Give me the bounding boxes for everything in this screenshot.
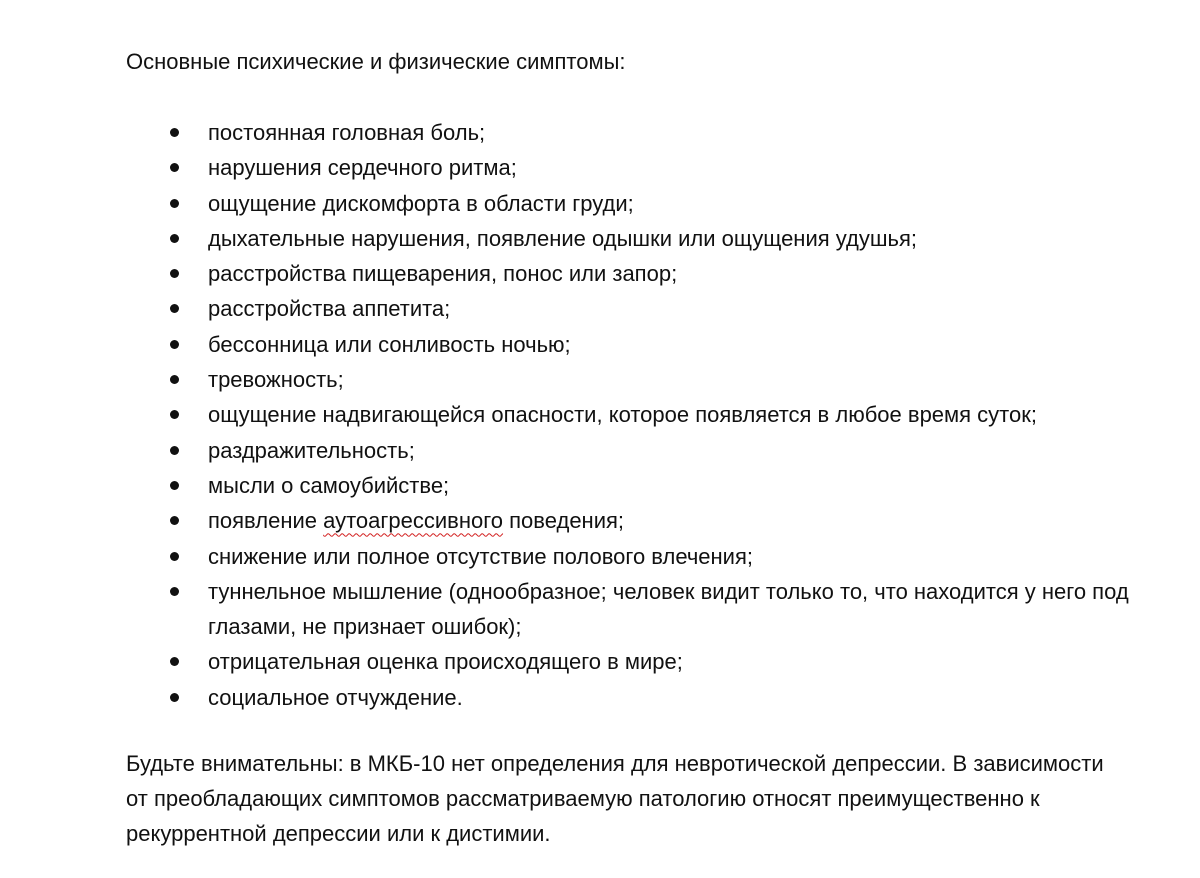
list-item [126,644,1186,679]
list-item-text: туннельное мышление (однообразное; человек видит только то, что находится у него под глазами, не признает ошибок); [208,578,1129,640]
bullet-icon [170,234,179,243]
list-item [126,503,1186,538]
bullet-icon [170,375,179,384]
list-item-text: ощущение надвигающейся опасности, которое появляется в любое время суток; [208,402,1037,428]
text-segment: появление [208,508,324,534]
bullet-icon [170,340,179,349]
bullet-icon [170,304,179,313]
bullet-icon [170,552,179,561]
bullet-icon [170,516,179,525]
list-item-text [208,503,1186,538]
bullet-icon [170,587,179,596]
list-item-text: снижение или полное отсутствие полового влечения; [208,543,753,569]
list-item [126,115,1186,150]
bullet-icon [170,269,179,278]
symptom-list [126,115,1186,715]
list-item-text: тревожность; [208,367,344,393]
list-item [126,539,1186,574]
list-item [126,433,1186,468]
list-item-text: расстройства пищеварения, понос или запор; [208,261,678,287]
bullet-icon [170,128,179,137]
bullet-icon [170,693,179,702]
list-item-text: социальное отчуждение. [208,684,463,710]
list-item [126,256,1186,291]
bullet-icon [170,410,179,419]
list-item-text: дыхательные нарушения, появление одышки или ощущения удушья; [208,225,918,251]
list-item-text: бессонница или сонливость ночью; [208,331,571,357]
section-heading: Основные психические и физические симптомы: [126,49,626,74]
list-item [126,574,1186,645]
list-item [126,150,1186,185]
list-item-text: постоянная головная боль; [208,120,486,145]
bullet-icon [170,163,179,172]
list-item-text: ощущение дискомфорта в области груди; [208,190,634,216]
list-item [126,291,1186,326]
list-item-text: раздражительность; [208,437,415,463]
list-item [126,362,1186,397]
list-item-text: нарушения сердечного ритма; [208,155,517,181]
list-item [126,186,1186,221]
bullet-icon [170,481,179,490]
list-item [126,221,1186,256]
spellcheck-flagged-word[interactable]: аутоагрессивного [323,508,504,534]
bullet-icon [170,446,179,455]
bullet-icon [170,199,179,208]
bullet-icon [170,657,179,666]
text-segment: поведения; [503,508,625,534]
list-item-text: мысли о самоубийстве; [208,472,450,498]
list-item [126,397,1186,432]
list-item [126,468,1186,503]
list-item-text: отрицательная оценка происходящего в мире; [208,649,683,675]
list-item-text: расстройства аппетита; [208,296,451,322]
list-item [126,327,1186,362]
warning-paragraph: Будьте внимательны: в МКБ-10 нет определения для невротической депрессии. В зависимости от преобладающих симптомов рассматриваемую патологию относят преимущественно к рекуррентной депрессии или к дистимии. [126,751,1104,846]
list-item [126,680,1186,715]
